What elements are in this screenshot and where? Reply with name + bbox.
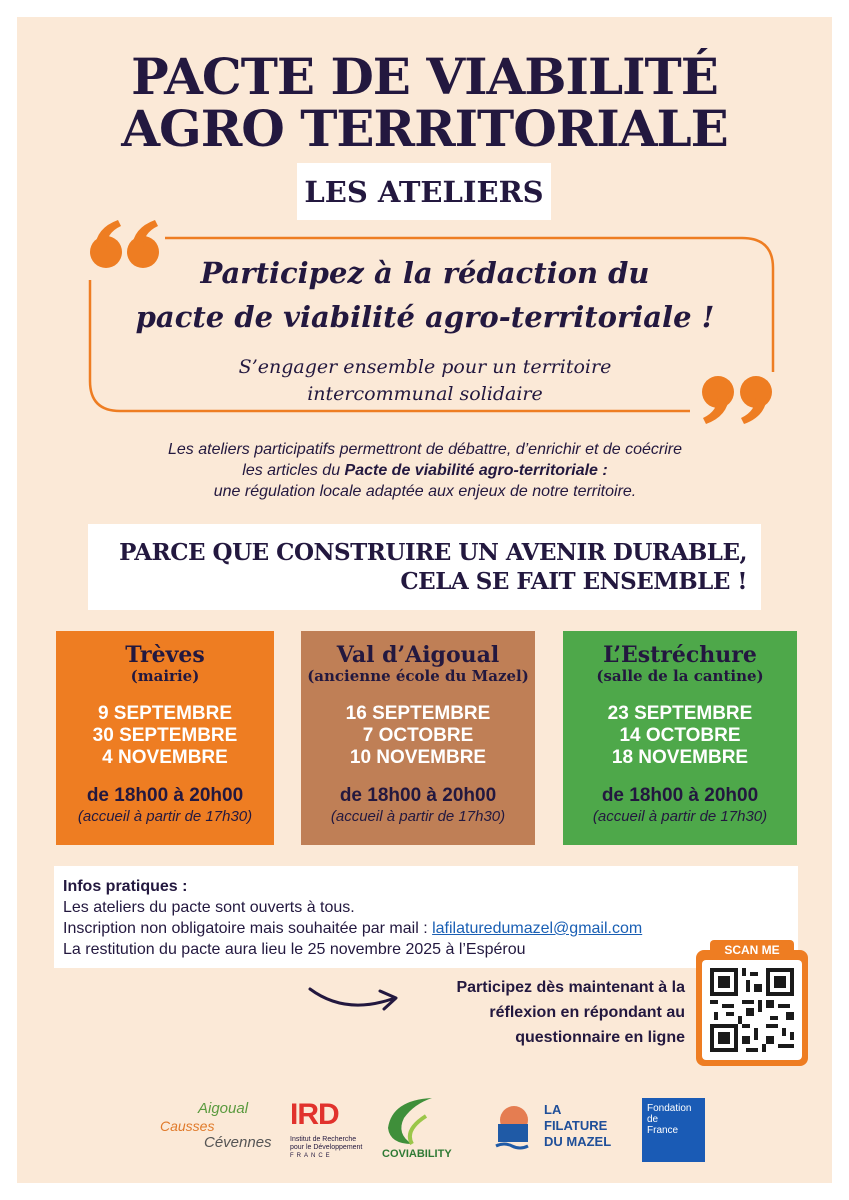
session-location: Trèves <box>125 642 205 668</box>
title-line-1: PACTE DE VIABILITÉ <box>131 47 718 106</box>
session-date: 4 NOVEMBRE <box>102 747 228 768</box>
intro-line-3: une régulation locale adaptée aux enjeux de notre territoire. <box>213 483 637 500</box>
session-time: de 18h00 à 20h00 <box>339 785 497 806</box>
session-date: 16 SEPTEMBRE <box>345 703 491 724</box>
motto-banner <box>88 524 761 610</box>
email-link[interactable]: lafilaturedumazel@gmail.com <box>432 920 643 937</box>
fondation-line-3: France <box>647 1125 679 1136</box>
ird-line-2: pour le Développement <box>290 1144 363 1151</box>
ird-name: IRD <box>290 1098 339 1131</box>
session-date: 18 NOVEMBRE <box>611 747 749 768</box>
intro-line-1: Les ateliers participatifs permettront de débattre, d’enrichir et de coécrire <box>167 441 683 458</box>
infos-box <box>54 866 798 968</box>
session-dates <box>56 703 274 769</box>
qr-code-frame[interactable] <box>696 943 808 1066</box>
session-card-lestrechure <box>563 631 797 845</box>
session-venue: (mairie) <box>130 667 200 685</box>
title-line-2: AGRO TERRITORIALE <box>121 99 728 158</box>
fondation-de-france-logo <box>642 1098 705 1162</box>
quote-line-2: pacte de viabilité agro-territoriale ! <box>135 300 715 334</box>
infos-content <box>63 876 642 960</box>
close-quote-icon <box>702 376 772 424</box>
coviability-logo <box>380 1094 480 1164</box>
logo-causses-2: Aigoual <box>198 1100 249 1117</box>
logo-causses-3: Cévennes <box>204 1134 272 1151</box>
intro-line-2-bold: Pacte de viabilité agro-territoriale : <box>344 462 608 479</box>
motto-line-1: PARCE QUE CONSTRUIRE UN AVENIR DURABLE, <box>119 539 747 566</box>
infos-heading: Infos pratiques : <box>63 878 188 895</box>
infos-line-2 <box>63 918 642 939</box>
session-date: 23 SEPTEMBRE <box>607 703 753 724</box>
infos-line-1: Les ateliers du pacte sont ouverts à tous. <box>63 899 355 916</box>
session-dates <box>563 703 797 769</box>
ird-line-3: FRANCE <box>290 1153 333 1159</box>
cta-line-3: questionnaire en ligne <box>515 1029 685 1046</box>
qr-label: SCAN ME <box>710 940 794 960</box>
session-card-treves <box>56 631 274 845</box>
coviability-name: COVIABILITY <box>382 1148 452 1160</box>
leaf-icon <box>382 1094 442 1146</box>
fondation-line-1: Fondation <box>647 1103 692 1114</box>
tagline-line-2: intercommunal solidaire <box>307 383 543 405</box>
intro-line-2 <box>80 461 770 481</box>
session-date: 9 SEPTEMBRE <box>97 703 233 724</box>
motto-text <box>119 538 747 596</box>
session-date: 14 OCTOBRE <box>619 725 741 746</box>
session-location: L’Estréchure <box>603 642 757 668</box>
session-date: 30 SEPTEMBRE <box>92 725 238 746</box>
qr-code-icon <box>702 960 802 1060</box>
intro-line-2-prefix: les articles du <box>242 462 345 479</box>
session-dates <box>301 703 535 769</box>
session-location: Val d’Aigoual <box>336 642 500 668</box>
session-time: de 18h00 à 20h00 <box>86 785 244 806</box>
ird-line-1: Institut de Recherche <box>290 1136 357 1143</box>
session-venue: (salle de la cantine) <box>596 667 764 685</box>
infos-line-2-prefix: Inscription non obligatoire mais souhaitée par mail : <box>63 920 433 937</box>
filature-du-mazel-logo <box>492 1102 632 1160</box>
session-time: de 18h00 à 20h00 <box>601 785 759 806</box>
filature-line-3: DU MAZEL <box>544 1134 612 1149</box>
session-card-val-daigoual <box>301 631 535 845</box>
cta-line-1: Participez dès maintenant à la <box>456 979 685 996</box>
subtitle: LES ATELIERS <box>304 174 544 209</box>
filature-line-2: FILATURE <box>544 1118 608 1133</box>
cta-line-2: réflexion en répondant au <box>489 1004 685 1021</box>
filature-line-1: LA <box>544 1102 562 1117</box>
survey-call-to-action <box>390 975 685 1050</box>
infos-line-3: La restitution du pacte aura lieu le 25 novembre 2025 à l’Espérou <box>63 941 526 958</box>
qr-code[interactable] <box>702 960 802 1060</box>
session-date: 10 NOVEMBRE <box>349 747 487 768</box>
logo-causses-1: Causses <box>160 1118 215 1134</box>
session-welcome: (accueil à partir de 17h30) <box>77 808 253 825</box>
quote-line-1: Participez à la rédaction du <box>200 256 650 290</box>
causses-aigoual-cevennes-logo <box>160 1098 280 1160</box>
motto-line-2: CELA SE FAIT ENSEMBLE ! <box>400 568 747 595</box>
ird-logo <box>288 1098 368 1162</box>
fondation-line-2: de <box>647 1114 659 1125</box>
building-icon <box>492 1104 536 1154</box>
tagline-line-1: S’engager ensemble pour un territoire <box>238 356 612 378</box>
session-date: 7 OCTOBRE <box>362 725 474 746</box>
session-venue: (ancienne école du Mazel) <box>307 667 529 685</box>
session-welcome: (accueil à partir de 17h30) <box>330 808 506 825</box>
session-welcome: (accueil à partir de 17h30) <box>592 808 768 825</box>
